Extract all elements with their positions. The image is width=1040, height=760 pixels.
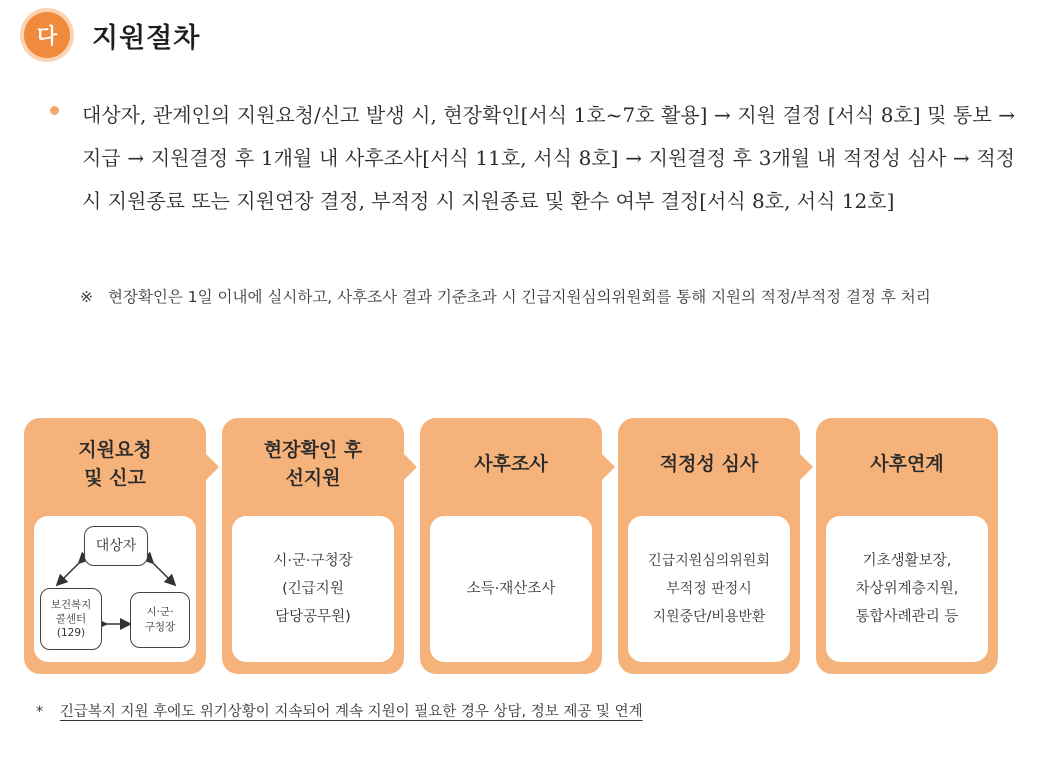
note-text: 현장확인은 1일 이내에 실시하고, 사후조사 결과 기준초과 시 긴급지원심의위원회를 통해 지원의 적정/부적정 결정 후 처리	[108, 288, 931, 306]
step-body-line: 소득·재산조사	[466, 581, 556, 597]
footnote-mark-icon: *	[36, 704, 44, 720]
flow-arrow-icon	[206, 454, 219, 480]
footnote	[36, 700, 643, 721]
flow-step-request	[24, 418, 206, 674]
step-title-line: 사후조사	[474, 453, 548, 475]
step-body-line: (긴급지원	[282, 581, 344, 597]
flow-step-onsite-check	[222, 418, 404, 674]
step-body-line: 기초생활보장,	[862, 553, 952, 569]
section-badge: 다	[24, 12, 70, 58]
office-box	[130, 592, 190, 648]
section-header	[24, 12, 200, 58]
step-title-line: 지원요청	[78, 439, 152, 461]
flow-arrow-icon	[602, 454, 615, 480]
procedure-flow	[24, 418, 1004, 680]
callcenter-label: 보건복지	[50, 599, 92, 611]
step-title	[24, 418, 206, 510]
procedure-bullet	[50, 94, 1015, 223]
flow-arrow-icon	[800, 454, 813, 480]
target-person-box	[84, 526, 148, 566]
step-body	[826, 516, 988, 662]
note	[80, 281, 1015, 314]
procedure-text: 대상자, 관계인의 지원요청/신고 발생 시, 현장확인[서식 1호~7호 활용] → 지원 결정 [서식 8호] 및 통보 → 지급 → 지원결정 후 1개월 내 사후조사[서식 11호, 서식 8호] → 지원결정 후 3개월 내 적정성 심사 → 적정 시 지원종료 또는 지원연장 결정, 부적정 시 지원종료 및 환수 여부 결정[서식 8호, 서식 12호]	[82, 103, 1015, 213]
section-title: 지원절차	[92, 22, 201, 54]
step-title	[420, 418, 602, 510]
flow-step-linkage	[816, 418, 998, 674]
step-body	[232, 516, 394, 662]
double-arrow-icon	[60, 560, 82, 582]
flow-step-review	[618, 418, 800, 674]
callcenter-box	[40, 588, 102, 650]
step-body-line: 긴급지원심의위원회	[648, 553, 770, 569]
step-title	[816, 418, 998, 510]
step-title-line: 사후연계	[870, 453, 944, 475]
target-person-label: 대상자	[95, 538, 137, 554]
step-title	[222, 418, 404, 510]
step-body	[34, 516, 196, 662]
office-label: 시·군·	[146, 606, 174, 618]
step-body-line: 시·군·구청장	[273, 553, 353, 569]
step-body	[628, 516, 790, 662]
step-body-line: 부적정 판정시	[666, 581, 752, 597]
step-title	[618, 418, 800, 510]
step-title-line: 적정성 심사	[659, 453, 759, 475]
flow-step-follow-up	[420, 418, 602, 674]
step-body-line: 통합사례관리 등	[855, 609, 959, 625]
step-body-line: 차상위계층지원,	[855, 581, 959, 597]
step-body-line: 담당공무원)	[275, 609, 351, 625]
footnote-text: 긴급복지 지원 후에도 위기상황이 지속되어 계속 지원이 필요한 경우 상담, 정보 제공 및 연계	[59, 704, 643, 720]
reference-mark-icon: ※	[80, 288, 93, 306]
office-label: 구청장	[144, 621, 176, 633]
callcenter-label: (129)	[56, 627, 86, 639]
step-title-line: 현장확인 후	[263, 439, 363, 461]
step-body	[430, 516, 592, 662]
callcenter-label: 콜센터	[55, 613, 87, 625]
flow-arrow-icon	[404, 454, 417, 480]
step-title-line: 및 신고	[84, 467, 146, 489]
step-body-line: 지원중단/비용반환	[652, 609, 766, 625]
step-title-line: 선지원	[285, 467, 341, 489]
bullet-dot-icon	[50, 106, 59, 115]
double-arrow-icon	[150, 560, 172, 582]
